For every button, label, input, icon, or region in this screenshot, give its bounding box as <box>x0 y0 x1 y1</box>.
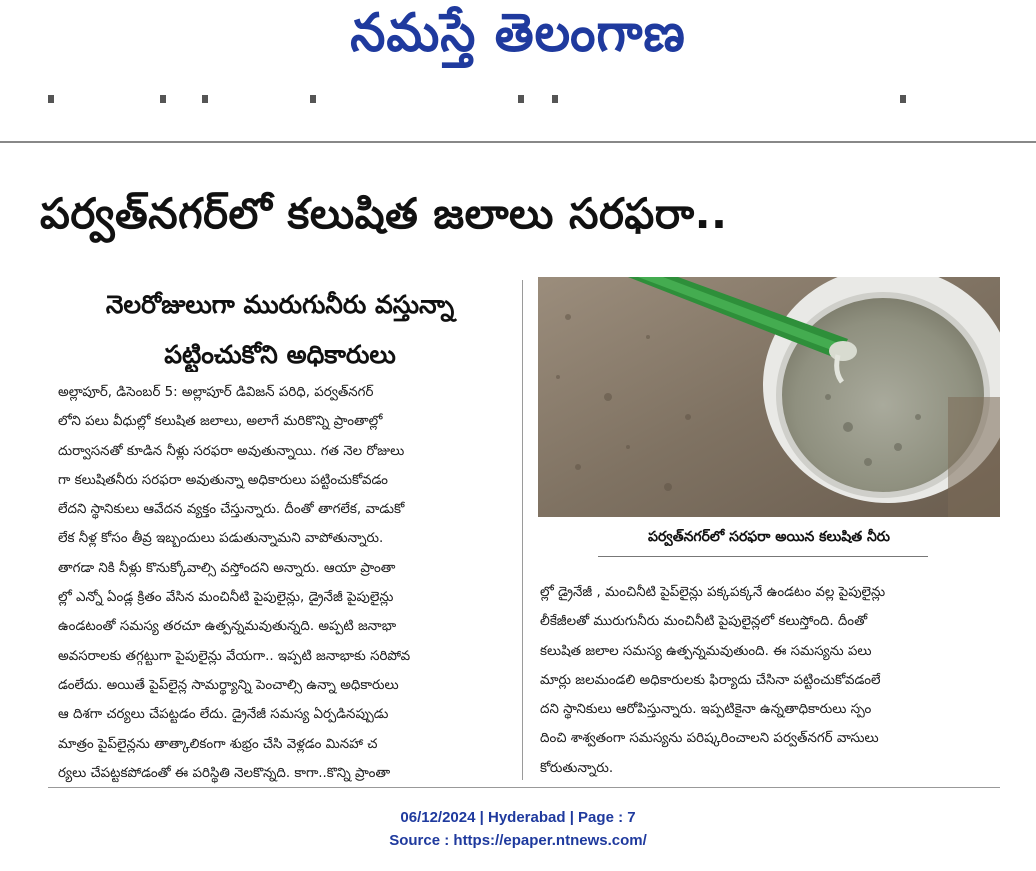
body-line: ల్లో డ్రైనేజీ , మంచినీటి పైప్‌లైన్లు పక్కపక్కనే ఉండటం వల్ల పైపులైన్లు <box>540 585 886 600</box>
article-body-left-column <box>58 378 510 788</box>
body-line: కలుషిత జలాల సమస్య ఉత్పన్నమవుతుంది. ఈ సమస్యను పలు <box>540 643 872 659</box>
contaminated-water-photo <box>538 277 1000 517</box>
article-headline: పర్వత్‌నగర్‌లో కలుషిత జలాలు సరఫరా.. <box>40 189 728 238</box>
article-body-right-column <box>540 578 1000 783</box>
body-line: మార్లు జలమండలి అధికారులకు ఫిర్యాదు చేసినా పట్టించుకోవడంలే <box>540 672 881 688</box>
body-line: లీకేజీలతో మురుగునీరు మంచినీటి పైపులైన్లలో కలుస్తోంది. దీంతో <box>540 614 868 630</box>
article-subhead-line-2: పట్టించుకోని అధికారులు <box>164 340 396 369</box>
cropped-text-strip <box>40 93 1000 105</box>
column-divider <box>522 280 523 780</box>
body-line: తాగడా నికి నీళ్లు కొనుక్కోవాల్సి వస్తోందని అన్నారు. ఆయా ప్రాంతా <box>58 560 396 576</box>
body-line: లేక నీళ్ల కోసం తీవ్ర ఇబ్బందులు పడుతున్నామని వాపోతున్నారు. <box>58 531 384 547</box>
body-line: లోని పలు వీధుల్లో కలుషిత జలాలు, అలాగే మరికొన్ని ప్రాంతాల్లో <box>58 414 383 430</box>
photo-caption: పర్వత్‌నగర్‌లో సరఫరా అయిన కలుషిత నీరు <box>648 529 890 545</box>
masthead <box>0 0 1036 70</box>
article-subhead-line-1: నెలరోజులుగా మురుగునీరు వస్తున్నా <box>105 290 455 319</box>
body-line: అల్లాపూర్‌, డిసెంబర్‌ 5: అల్లాపూర్‌ డివిజన్‌ పరిధి, పర్వత్‌నగర్‌ <box>58 385 374 400</box>
body-line: దని స్థానికులు ఆరోపిస్తున్నారు. ఇప్పటికైనా ఉన్నతాధికారులు స్పం <box>540 702 872 718</box>
header-divider <box>0 141 1036 143</box>
body-line: గా కలుషితనీరు సరఫరా అవుతున్నా అధికారులు పట్టించుకోవడం <box>58 472 388 488</box>
body-line: ఆ దిశగా చర్యలు చేపట్టడం లేదు. డ్రైనేజీ సమస్య ఏర్పడినప్పుడు <box>58 707 389 723</box>
body-line: దించి శాశ్వతంగా సమస్యను పరిష్కరించాలని పర్వత్‌నగర్‌ వాసులు <box>540 731 879 747</box>
body-line: డంలేదు. అయితే పైప్‌లైన్ల సామర్థ్యాన్ని పెంచాల్సి ఉన్నా అధికారులు <box>58 677 399 693</box>
newspaper-logo: నమస్తే తెలంగాణ <box>350 2 686 64</box>
body-line: అవసరాలకు తగ్గట్టుగా పైపులైన్లు వేయగా.. ఇప్పటి జనాభాకు సరిపోవ <box>58 648 411 664</box>
caption-underline <box>598 556 928 557</box>
body-line: ల్లో ఎన్నో ఏండ్ల క్రితం వేసిన మంచినీటి పైపులైన్లు, డ్రైనేజీ పైపులైన్లు <box>58 590 394 606</box>
body-line: దుర్వాసనతో కూడిన నీళ్లు సరఫరా అవుతున్నాయి. గత నెల రోజులు <box>58 443 405 459</box>
body-line: మాత్రం పైప్‌లైన్లను తాత్కాలికంగా శుభ్రం చేసి వెళ్లడం మినహా చ <box>58 736 378 752</box>
body-line: కోరుతున్నారు. <box>540 760 614 776</box>
article-photo <box>538 277 1000 517</box>
footer-divider <box>48 787 1000 788</box>
body-line: ర్యలు చేపట్టకపోడంతో ఈ పరిస్థితి నెలకొన్నది. కాగా..కొన్ని ప్రాంతా <box>58 765 391 781</box>
body-line: ఉండటంతో సమస్య తరచూ ఉత్పన్నమవుతున్నది. అప్పటి జనాభా <box>58 619 397 635</box>
footer-source-link[interactable]: Source : https://epaper.ntnews.com/ <box>389 832 647 849</box>
body-line: లేదని స్థానికులు ఆవేదన వ్యక్తం చేస్తున్నారు. దీంతో తాగలేక, వాడుకో <box>58 502 405 518</box>
footer-edition-info: 06/12/2024 | Hyderabad | Page : 7 <box>400 809 636 826</box>
